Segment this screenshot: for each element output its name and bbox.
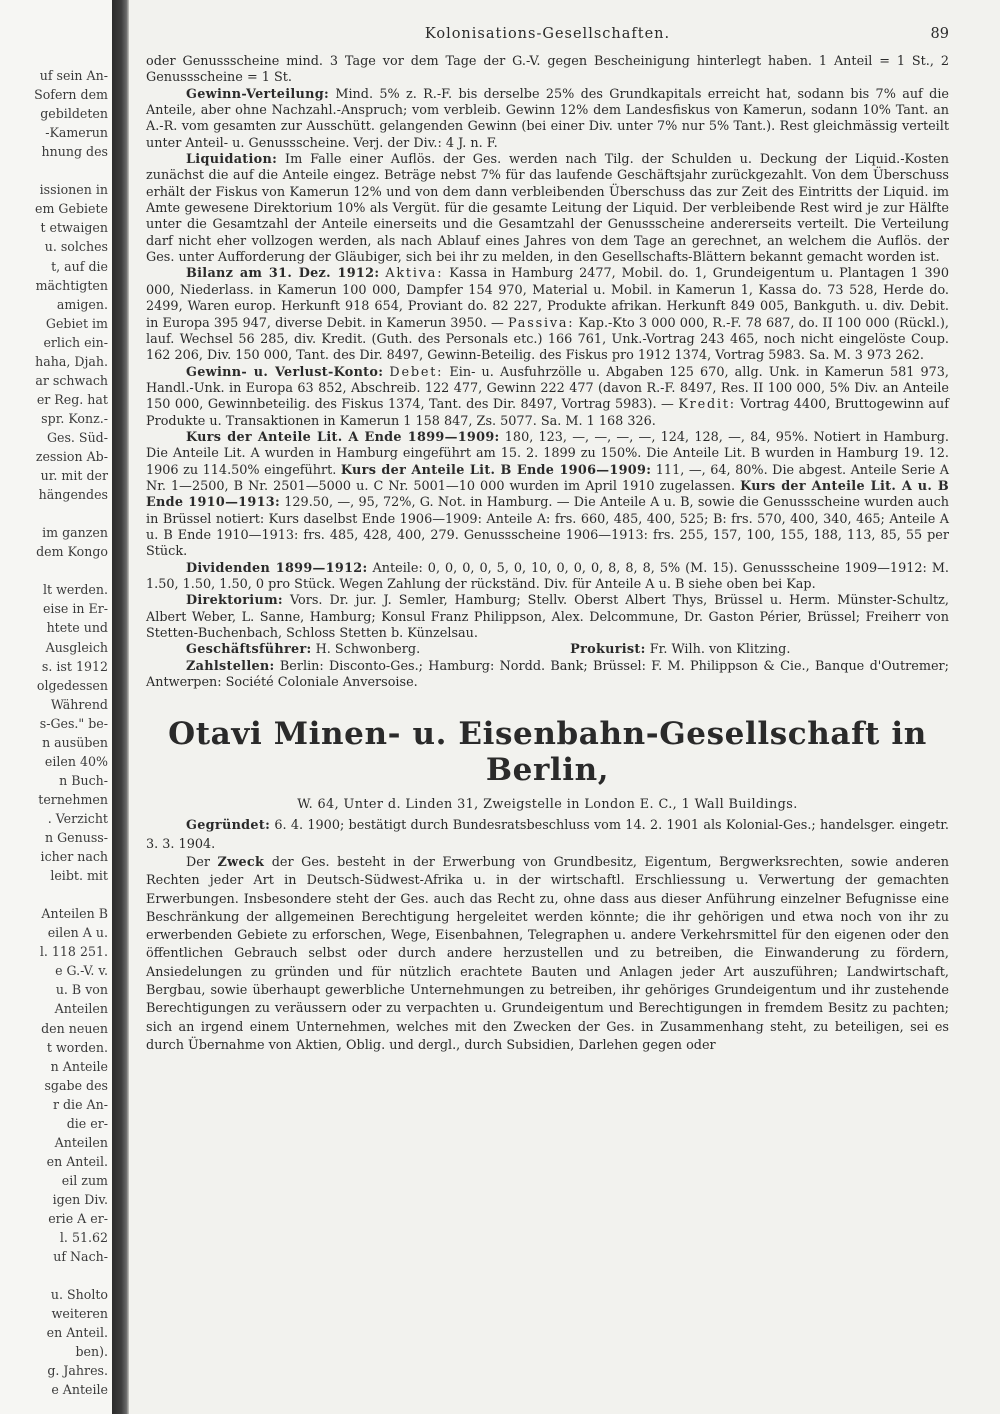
margin-fragment: em Gebiete — [35, 201, 108, 217]
margin-fragment: n Anteile — [50, 1058, 108, 1074]
margin-fragment: spr. Konz.- — [41, 410, 108, 426]
margin-fragment: amigen. — [56, 296, 108, 312]
margin-fragment: htete und — [46, 620, 108, 636]
liquidation-paragraph: Liquidation: Im Falle einer Auflös. der Ges. werden nach Tilg. der Schulden u. Deckung der Liquid.-Kosten zunächst die auf die Anteile eingez. Beträge nebst 7% für das laufende Geschäftsjahr zurückgezahlt. Von dem Überschuss erhält der Fiskus von Kamerun 12% und von dem dann verbleibenden Überschuss das zur Zeit des Eintritts der Liquid. im Amte gewesene Direktorium 10% als Vergüt. für die gesamte Leitung der Liquid. Der verbleibende Rest wird je zur Hälfte unter die Gesamtzahl der Anteile einerseits und die Gesamtzahl der Genussscheine andererseits verteilt. Die Verteilung darf nicht eher vollzogen werden, als nach Ablauf eines Jahres von dem Tage an gerechnet, an welchem die Auflös. der Ges. unter Aufforderung der Gläubiger, sich bei ihr zu melden, in den Gesellschafts-Blättern bekannt gemacht worden ist. — [146, 152, 949, 266]
margin-fragment: ben). — [75, 1344, 108, 1360]
margin-fragment: r die An- — [52, 1096, 108, 1112]
margin-fragment: en Anteil. — [46, 1325, 108, 1341]
margin-fragment: sgabe des — [44, 1077, 108, 1093]
running-title: Kolonisations-Gesellschaften. — [424, 26, 671, 42]
margin-fragment: leibt. mit — [50, 868, 108, 884]
margin-fragment: weiteren — [51, 1306, 108, 1322]
adjacent-page-margin — [0, 0, 112, 1414]
margin-fragment: Anteilen — [54, 1134, 108, 1150]
margin-fragment: issionen in — [39, 182, 108, 198]
margin-fragment: erie A er- — [48, 1211, 108, 1226]
margin-fragment: l. 51.62 — [59, 1230, 108, 1246]
margin-fragment: uf sein An- — [39, 68, 108, 83]
margin-fragment: hnung des — [41, 144, 108, 160]
margin-fragment: u. B von — [55, 982, 108, 998]
zahlstellen-paragraph: Zahlstellen: Berlin: Disconto-Ges.; Hamburg: Nordd. Bank; Brüssel: F. M. Philippson & Cie., Banque d'Outremer; Antwerpen: Société Coloniale Anversoise. — [146, 658, 949, 691]
margin-fragment: l. 118 251. — [39, 944, 108, 960]
book-gutter — [112, 0, 129, 1414]
margin-fragment: die er- — [66, 1115, 108, 1131]
margin-fragment: eil zum — [61, 1172, 108, 1188]
margin-fragment: icher nach — [40, 849, 108, 865]
intro-paragraph: oder Genussscheine mind. 3 Tage vor dem Tage der G.-V. gegen Bescheinigung hinterlegt haben. 1 Anteil = 1 St., 2 Genussscheine = 1 St. — [146, 54, 949, 86]
margin-fragment: eilen 40% — [44, 753, 108, 769]
margin-fragment: dem Kongo — [36, 544, 108, 560]
margin-fragment: Gebiet im — [45, 315, 108, 331]
margin-fragment: olgedessen — [36, 677, 108, 693]
margin-fragment: ternehmen — [38, 791, 108, 807]
kurs-paragraph: Kurs der Anteile Lit. A Ende 1899—1909: 180, 123, —, —, —, —, 124, 128, —, 84, 95%. Notiert in Hamburg. Die Anteile Lit. A wurden in Hamburg eingeführt am 15. 2. 1899 zu 150%. Die Anteile Lit. B wurden in Hamburg 19. 12. 1906 zu 114.50% eingeführt. Kurs der Anteile Lit. B Ende 1906—1909: 111, —, 64, 80%. Die abgest. Anteile Serie A Nr. 1—2500, B Nr. 2501—5000 u. C Nr. 5001—10 000 wurden im April 1910 zugelassen. Kurs der Anteile Lit. A u. B Ende 1910—1913: 129.50, —, 95, 72%, G. Not. in Hamburg. — Die Anteile A u. B, sowie die Genussscheine wurden auch in Brüssel notiert: Kurs daselbst Ende 1906—1909: Anteile A: frs. 660, 485, 400, 525; B: frs. 570, 400, 340, 465; Anteile A u. B Ende 1910—1913: frs. 485, 428, 400, 279. Genussscheine 1906—1913: frs. 255, 157, 100, 155, 188, 113, 85, 55 per Stück. — [146, 429, 950, 560]
dividenden-paragraph: Dividenden 1899—1912: Anteile: 0, 0, 0, 0, 5, 0, 10, 0, 0, 0, 8, 8, 8, 5% (M. 15). Genussscheine 1909—1912: M. 1.50, 1.50, 1.50, 0 pro Stück. Wegen Zahlung der rückständ. Div. für Anteile A u. B siehe oben bei Kap. — [146, 560, 949, 592]
section-kamerun-company — [146, 54, 949, 691]
geschaeftsfuehrer-paragraph: Geschäftsführer: H. Schwonberg. Prokurist: Fr. Wilh. von Klitzing. — [186, 642, 791, 658]
margin-fragment: Während — [50, 696, 108, 712]
gewinn-verlust-paragraph: Gewinn- u. Verlust-Konto: Debet: Ein- u. Ausfuhrzölle u. Abgaben 125 670, allg. Unk. in Kamerun 581 973, Handl.-Unk. in Europa 63 852, Abschreib. 122 477, Gewinn 222 477 (davon R.-F. 8497, Res. II 100 000, 5% Div. an Anteile 150 000, Gewinnbeteilig. des Fiskus 1374, Tant. des Dir. 8497, Vortrag 5983). — Kredit: Vortrag 4400, Bruttogewinn auf Produkte u. Transaktionen in Kamerun 1 158 847, Zs. 5077. Sa. M. 1 168 326. — [146, 364, 949, 429]
margin-fragment: hängendes — [38, 487, 108, 503]
margin-fragment: eilen A u. — [47, 925, 108, 941]
margin-fragment: Sofern dem — [34, 87, 108, 103]
margin-fragment: s-Ges." be- — [39, 715, 108, 731]
margin-fragment: den neuen — [41, 1020, 108, 1036]
company-title: Otavi Minen- u. Eisenbahn-Gesellschaft in Berlin, — [168, 716, 927, 789]
margin-fragment: Ausgleich — [45, 639, 108, 655]
section-otavi — [146, 817, 949, 1055]
margin-fragment: gebildeten — [40, 106, 108, 122]
margin-fragment: igen Div. — [52, 1191, 108, 1207]
margin-fragment: t worden. — [46, 1039, 108, 1055]
bilanz-paragraph: Bilanz am 31. Dez. 1912: Aktiva: Kassa in Hamburg 2477, Mobil. do. 1, Grundeigentum u. Plantagen 1 390 000, Niederlass. in Kamerun 100 000, Dampfer 154 970, Material u. Mobil. in Kamerun 1, Kassa do. 73 528, Herde do. 2499, Waren europ. Herkunft 918 654, Proviant do. 82 227, Produkte afrikan. Herkunft 849 005, Bankguth. u. div. Debit. in Europa 395 947, diverse Debit. in Kamerun 3950. — Passiva: Kap.-Kto 3 000 000, R.-F. 78 687, do. II 100 000 (Rückl.), lauf. Wechsel 56 285, div. Kredit. (Guth. des Personals etc.) 166 761, Unk.-Vortrag 243 465, noch nicht eingelöste Coup. 162 206, Div. 150 000, Tant. des Dir. 8497, Gewinn-Beteilig. des Fiskus pro 1912 1374, Vortrag 5983. Sa. M. 3 973 262. — [146, 266, 949, 364]
margin-fragment: n Buch- — [59, 772, 108, 788]
margin-fragment: e Anteile — [51, 1382, 108, 1398]
company-address: W. 64, Unter d. Linden 31, Zweigstelle in London E. C., 1 Wall Buildings. — [297, 797, 798, 813]
margin-fragment: u. solches — [44, 239, 108, 255]
margin-fragment: e G.-V. v. — [55, 963, 108, 979]
margin-fragment: eise in Er- — [42, 601, 108, 617]
margin-fragment: g. Jahres. — [47, 1363, 108, 1379]
margin-fragment: t etwaigen — [40, 220, 108, 236]
gegruendet-paragraph: Gegründet: 6. 4. 1900; bestätigt durch Bundesratsbeschluss vom 14. 2. 1901 als Kolonial-Ges.; handelsger. eingetr. 3. 3. 1904. — [146, 818, 949, 852]
margin-fragment: n ausüben — [42, 734, 108, 750]
running-header — [146, 24, 949, 54]
margin-fragment: zession Ab- — [35, 449, 108, 464]
margin-fragment: t, auf die — [51, 258, 108, 274]
margin-fragment: -Kamerun — [45, 125, 108, 141]
margin-fragment: haha, Djah. — [35, 353, 108, 369]
margin-fragment: ar schwach — [35, 372, 108, 388]
margin-fragment: mächtigten — [35, 277, 108, 293]
margin-fragment: ur. mit der — [40, 468, 108, 484]
zweck-paragraph: Der Zweck der Ges. besteht in der Erwerbung von Grundbesitz, Eigentum, Bergwerksrechten, sowie anderen Rechten jeder Art in Deutsch-Südwest-Afrika u. in der wirtschaftl. Erschliessung u. Verwertung der gemachten Erwerbungen. Insbesondere steht der Ges. auch das Recht zu, ohne dass aus dieser Anführung einzelner Befugnisse eine Beschränkung der allgemeinen Berechtigung hergeleitet werden könnte; die ihr gehörigen und etwa noch von ihr zu erwerbenden Gebiete zu erforschen, Wege, Eisenbahnen, Telegraphen u. andere Verkehrsmittel für den eigenen oder den öffentlichen Gebrauch selbst oder durch andere herzustellen und zu betreiben, die Einwanderung zu fördern, Ansiedelungen zu gründen und für nützlich erachtete Bauten und Anlagen jeder Art auszuführen; Landwirtschaft, Bergbau, sowie überhaupt gewerbliche Unternehmungen zu betreiben, ihr gehöriges Grundeigentum und ihr zustehende Berechtigungen zu veräussern oder zu verpachten u. Grundeigentum und Berechtigungen in fremdem Besitz zu pachten; sich an irgend einem Unternehmen, welches mit den Zwecken der Ges. in Zusammenhang steht, zu beteiligen, sei es durch Übernahme von Aktien, Oblig. und dergl., durch Subsidien, Darlehen gegen oder — [146, 855, 949, 1053]
margin-fragment: u. Sholto — [50, 1287, 108, 1303]
margin-fragment: s. ist 1912 — [41, 658, 108, 674]
gewinn-verteilung-paragraph: Gewinn-Verteilung: Mind. 5% z. R.-F. bis derselbe 25% des Grundkapitals erreicht hat, sodann bis 7% auf die Anteile, aber ohne Nachzahl.-Anspruch; vom verbleib. Gewinn 12% dem Landesfiskus von Kamerun, sodann 10% Tant. an A.-R. vom gesamten zur Ausschütt. gelangenden Gewinn (bei einer Div. unter 7% nur 5% Tant.). Rest gleichmässig verteilt unter Anteil- u. Genussscheine. Verj. der Div.: 4 J. n. F. — [146, 86, 949, 151]
margin-fragment: Anteilen — [54, 1001, 108, 1017]
margin-fragment: n Genuss- — [44, 830, 108, 845]
margin-fragment: . Verzicht — [47, 810, 108, 826]
margin-fragment: im ganzen — [42, 525, 108, 541]
direktorium-paragraph: Direktorium: Vors. Dr. jur. J. Semler, Hamburg; Stellv. Oberst Albert Thys, Brüssel u. Herm. Münster-Schultz, Albert Weber, L. Sanne, Hamburg; Konsul Franz Philippson, Alex. Delcommune, Dr. Gaston Périer, Brüssel; Freiherr von Stetten-Buchenbach, Schloss Stetten b. Künzelsau. — [146, 593, 949, 642]
margin-fragment: lt werden. — [43, 582, 108, 598]
margin-fragment: erlich ein- — [43, 334, 108, 350]
margin-fragment: er Reg. hat — [36, 391, 108, 407]
margin-fragment: uf Nach- — [53, 1249, 108, 1265]
margin-fragment: en Anteil. — [46, 1153, 108, 1169]
document-page — [146, 24, 949, 1055]
margin-fragment: Ges. Süd- — [46, 429, 108, 445]
page-number: 89 — [930, 26, 949, 42]
margin-fragment: Anteilen B — [41, 906, 108, 922]
